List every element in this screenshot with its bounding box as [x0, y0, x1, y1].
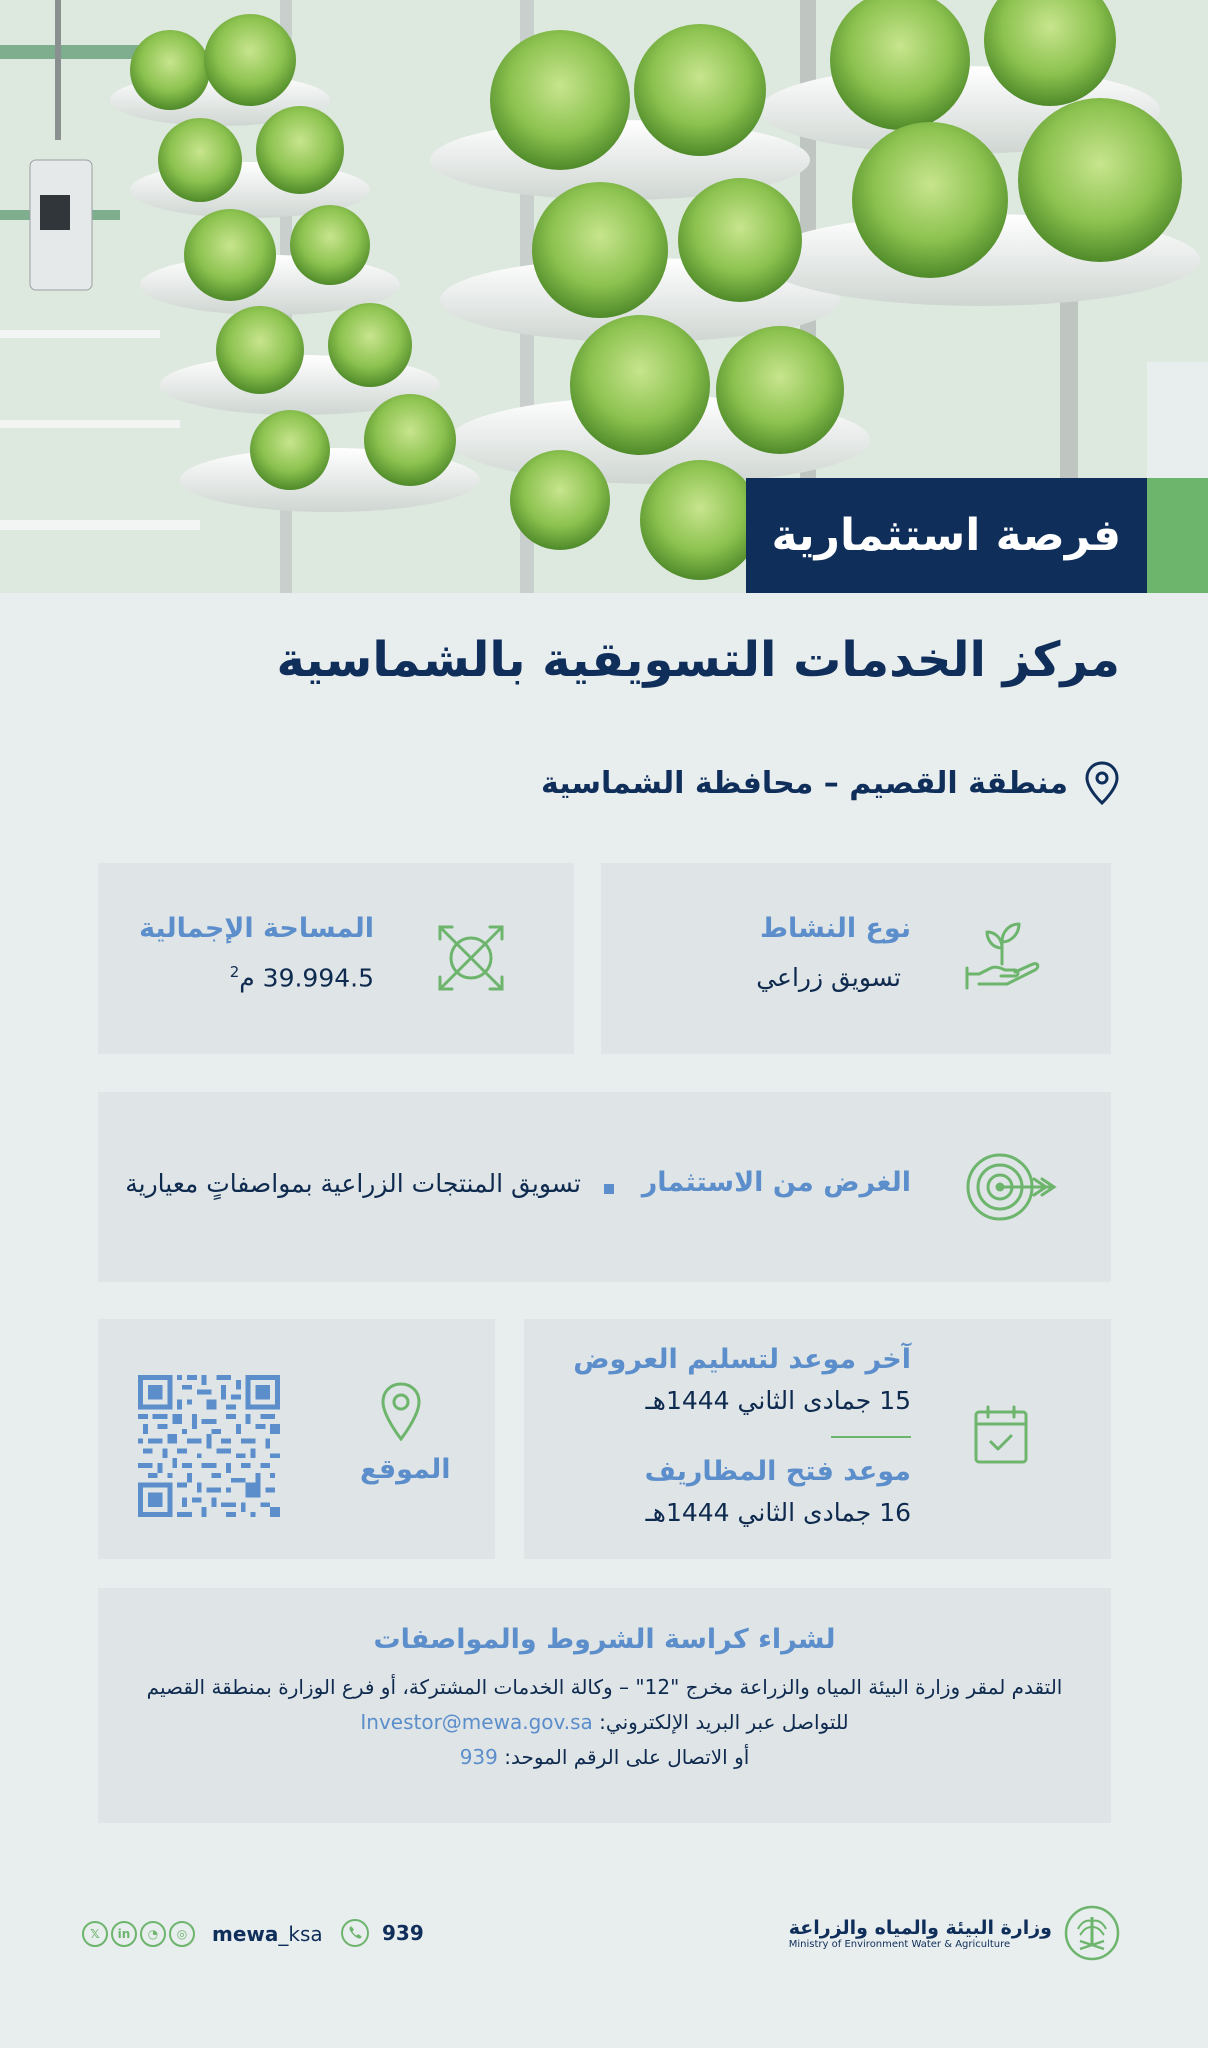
footer-phone-number: 939 — [382, 1921, 424, 1945]
map-pin-icon — [1084, 761, 1120, 805]
deadlines-card — [524, 1319, 1111, 1559]
purchase-title: لشراء كراسة الشروط والمواصفات — [373, 1624, 836, 1655]
site-location-card — [98, 1319, 495, 1559]
area-label: المساحة الإجمالية — [139, 913, 374, 944]
page-title: مركز الخدمات التسويقية بالشماسية — [276, 632, 1120, 688]
qr-code-icon[interactable] — [138, 1375, 280, 1517]
snapchat-icon[interactable]: ◔ — [140, 1921, 166, 1947]
accent-block-green — [1147, 478, 1208, 593]
envelope-opening-label: موعد فتح المظاريف — [644, 1456, 911, 1487]
phone-icon — [340, 1918, 370, 1948]
linkedin-icon[interactable]: in — [111, 1921, 137, 1947]
email-link[interactable]: Investor@mewa.gov.sa — [360, 1710, 593, 1734]
plant-in-hand-icon — [961, 918, 1043, 998]
email-line — [98, 1710, 1111, 1734]
instagram-icon[interactable]: ◎ — [169, 1921, 195, 1947]
area-unit-superscript: 2 — [229, 963, 240, 981]
area-value-wrap — [230, 963, 374, 992]
submission-deadline-value: 15 جمادى الثاني 1444هـ — [645, 1386, 911, 1415]
ministry-name — [789, 1917, 1052, 1950]
area-value: 39.994.5 م — [239, 963, 374, 993]
email-prefix: للتواصل عبر البريد الإلكتروني: — [592, 1710, 849, 1734]
location-pin-icon — [379, 1381, 423, 1443]
investment-purpose-card — [98, 1092, 1111, 1282]
target-icon — [964, 1147, 1060, 1227]
dates-divider — [831, 1436, 911, 1438]
ministry-emblem-icon — [1064, 1905, 1120, 1961]
location-text: منطقة القصيم – محافظة الشماسية — [541, 765, 1068, 801]
activity-type-card — [601, 863, 1111, 1054]
submission-deadline-label: آخر موعد لتسليم العروض — [573, 1344, 911, 1375]
badge-label: فرصة استثمارية — [771, 510, 1121, 561]
booklet-purchase-card — [98, 1588, 1111, 1823]
ministry-name-ar: وزارة البيئة والمياه والزراعة — [788, 1916, 1052, 1939]
envelope-opening-value: 16 جمادى الثاني 1444هـ — [645, 1498, 911, 1527]
social-links — [82, 1921, 323, 1947]
phone-prefix: أو الاتصال على الرقم الموحد: — [497, 1745, 750, 1769]
expand-area-icon — [436, 923, 506, 993]
purpose-value: تسويق المنتجات الزراعية بمواصفاتٍ معيارية — [125, 1169, 581, 1198]
social-handle[interactable] — [212, 1922, 323, 1946]
x-icon[interactable]: 𝕏 — [82, 1921, 108, 1947]
calendar-check-icon — [973, 1404, 1029, 1466]
activity-label: نوع النشاط — [760, 913, 911, 944]
purpose-label: الغرض من الاستثمار — [641, 1167, 911, 1198]
phone-link[interactable]: 939 — [459, 1745, 498, 1769]
footer-phone[interactable] — [340, 1918, 424, 1948]
social-handle-rest: _ksa — [278, 1922, 323, 1946]
purchase-instructions: التقدم لمقر وزارة البيئة المياه والزراعة مخرج "12" – وكالة الخدمات المشتركة، أو فرع الوزارة بمنطقة القصيم — [146, 1675, 1063, 1699]
investment-opportunity-badge — [746, 478, 1147, 593]
total-area-card — [98, 863, 574, 1054]
bullet-marker — [604, 1184, 614, 1194]
social-handle-bold: mewa — [212, 1922, 279, 1946]
ministry-logo-block — [789, 1905, 1120, 1961]
site-label: الموقع — [360, 1454, 451, 1485]
phone-line — [98, 1745, 1111, 1769]
location-row — [541, 758, 1120, 808]
accent-block-light — [1147, 362, 1208, 478]
activity-value: تسويق زراعي — [756, 963, 901, 992]
ministry-name-en: Ministry of Environment Water & Agriculture — [788, 1938, 1011, 1950]
